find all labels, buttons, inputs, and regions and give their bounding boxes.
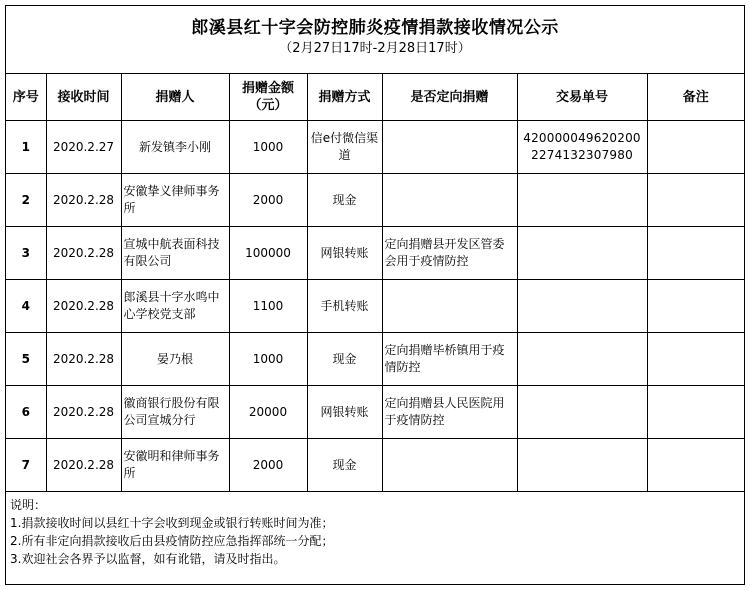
cell-directed <box>382 174 517 227</box>
cell-amount: 1000 <box>229 121 307 174</box>
cell-donor: 宣城中航表面科技有限公司 <box>121 227 229 280</box>
cell-directed: 定向捐赠县人民医院用于疫情防控 <box>382 386 517 439</box>
donation-table <box>6 74 744 492</box>
cell-seq: 2 <box>6 174 46 227</box>
header-seq: 序号 <box>6 74 46 121</box>
document-title: 郎溪县红十字会防控肺炎疫情捐款接收情况公示 <box>191 18 559 38</box>
cell-seq: 4 <box>6 280 46 333</box>
cell-seq: 5 <box>6 333 46 386</box>
header-note: 备注 <box>647 74 744 121</box>
cell-date: 2020.2.27 <box>46 121 121 174</box>
cell-amount: 20000 <box>229 386 307 439</box>
cell-amount: 1100 <box>229 280 307 333</box>
cell-note <box>647 333 744 386</box>
cell-method: 网银转账 <box>307 386 382 439</box>
cell-txn: 4200000496202002274132307980 <box>517 121 647 174</box>
cell-txn <box>517 174 647 227</box>
cell-method: 信e付微信渠道 <box>307 121 382 174</box>
cell-method: 现金 <box>307 439 382 492</box>
cell-txn <box>517 280 647 333</box>
table-header-row <box>6 74 744 121</box>
header-donor: 捐赠人 <box>121 74 229 121</box>
cell-amount: 100000 <box>229 227 307 280</box>
table-row <box>6 280 744 333</box>
cell-txn <box>517 333 647 386</box>
note-item: 2.所有非定向捐款接收后由县疫情防控应急指挥部统一分配； <box>10 534 334 548</box>
table-row <box>6 333 744 386</box>
cell-directed: 定向捐赠县开发区管委会用于疫情防控 <box>382 227 517 280</box>
cell-donor: 新发镇李小刚 <box>121 121 229 174</box>
cell-note <box>647 386 744 439</box>
cell-directed <box>382 280 517 333</box>
cell-donor: 郎溪县十字水鸣中心学校党支部 <box>121 280 229 333</box>
cell-method: 现金 <box>307 333 382 386</box>
document-sheet <box>5 5 745 585</box>
cell-donor: 安徽挚义律师事务所 <box>121 174 229 227</box>
note-item: 3.欢迎社会各界予以监督，如有讹错，请及时指出。 <box>10 552 286 566</box>
cell-donor: 晏乃根 <box>121 333 229 386</box>
cell-donor: 徽商银行股份有限公司宣城分行 <box>121 386 229 439</box>
cell-note <box>647 121 744 174</box>
cell-txn <box>517 439 647 492</box>
header-directed: 是否定向捐赠 <box>382 74 517 121</box>
cell-donor: 安徽明和律师事务所 <box>121 439 229 492</box>
notes-heading: 说明： <box>10 498 47 512</box>
cell-note <box>647 280 744 333</box>
cell-date: 2020.2.28 <box>46 333 121 386</box>
table-row <box>6 386 744 439</box>
cell-note <box>647 439 744 492</box>
title-block <box>6 6 744 74</box>
cell-date: 2020.2.28 <box>46 227 121 280</box>
cell-method: 网银转账 <box>307 227 382 280</box>
cell-txn <box>517 227 647 280</box>
cell-date: 2020.2.28 <box>46 386 121 439</box>
cell-method: 现金 <box>307 174 382 227</box>
cell-txn <box>517 386 647 439</box>
cell-seq: 1 <box>6 121 46 174</box>
table-row <box>6 121 744 174</box>
header-amount: 捐赠金额（元） <box>229 74 307 121</box>
cell-note <box>647 174 744 227</box>
cell-method: 手机转账 <box>307 280 382 333</box>
header-method: 捐赠方式 <box>307 74 382 121</box>
cell-amount: 1000 <box>229 333 307 386</box>
header-txn: 交易单号 <box>517 74 647 121</box>
document-subtitle: （2月27日17时-2月28日17时） <box>279 41 471 56</box>
table-row <box>6 439 744 492</box>
cell-note <box>647 227 744 280</box>
cell-amount: 2000 <box>229 439 307 492</box>
cell-directed: 定向捐赠毕桥镇用于疫情防控 <box>382 333 517 386</box>
cell-date: 2020.2.28 <box>46 439 121 492</box>
cell-directed <box>382 121 517 174</box>
note-item: 1.捐款接收时间以县红十字会收到现金或银行转账时间为准； <box>10 516 334 530</box>
table-row <box>6 227 744 280</box>
cell-date: 2020.2.28 <box>46 174 121 227</box>
notes-section <box>6 492 744 568</box>
cell-seq: 3 <box>6 227 46 280</box>
cell-date: 2020.2.28 <box>46 280 121 333</box>
table-row <box>6 174 744 227</box>
cell-seq: 6 <box>6 386 46 439</box>
header-date: 接收时间 <box>46 74 121 121</box>
cell-directed <box>382 439 517 492</box>
cell-amount: 2000 <box>229 174 307 227</box>
cell-seq: 7 <box>6 439 46 492</box>
